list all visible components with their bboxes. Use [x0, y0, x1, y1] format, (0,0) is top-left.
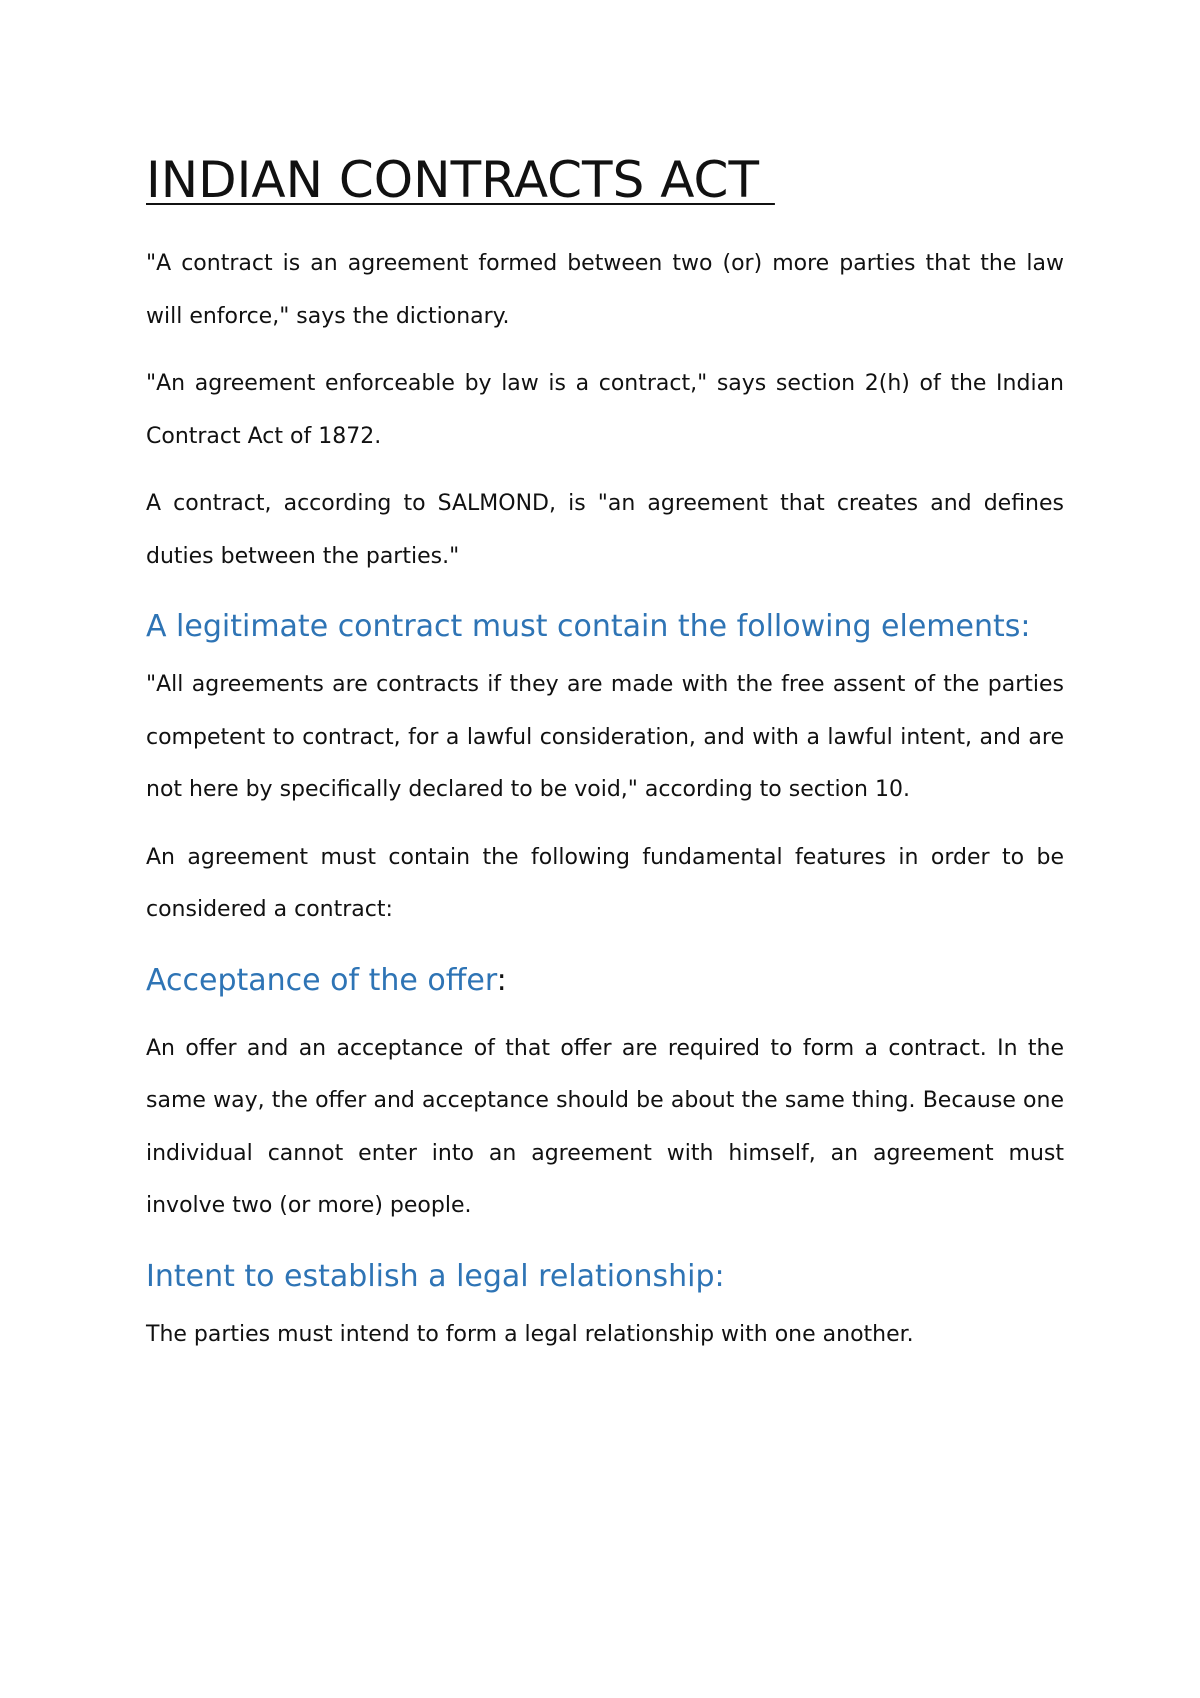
- heading-legitimate-contract-elements: A legitimate contract must contain the following elements:: [146, 609, 1031, 644]
- heading-legal-relationship: Intent to establish a legal relationship:: [146, 1258, 725, 1294]
- heading-acceptance-of-offer: [146, 952, 1064, 1009]
- paragraph-section-2h: "An agreement enforceable by law is a contract," says section 2(h) of the Indian Contract Act of 1872.: [146, 371, 1064, 449]
- paragraph-offer-acceptance: An offer and an acceptance of that offer are required to form a contract. In the same way, the offer and acceptance should be about the same thing. Because one individual cannot enter into an agreement with himself, an agreement must involve two (or more) people.: [146, 1035, 1064, 1218]
- heading-acceptance-colon: :: [496, 962, 507, 998]
- document-body: [146, 150, 1064, 1376]
- paragraph-section-10: "All agreements are contracts if they are made with the free assent of the parties competent to contract, for a lawful consideration, and with a lawful intent, and are not here by specifically declared to be void," according to section 10.: [146, 672, 1064, 802]
- document-title: INDIAN CONTRACTS ACT: [146, 151, 775, 209]
- paragraph-salmond-definition: A contract, according to SALMOND, is "an agreement that creates and defines duties between the parties.": [146, 491, 1064, 569]
- paragraph-dictionary-definition: "A contract is an agreement formed between two (or) more parties that the law will enforce," says the dictionary.: [146, 251, 1064, 329]
- paragraph-legal-relationship: The parties must intend to form a legal relationship with one another.: [146, 1321, 914, 1347]
- paragraph-fundamental-features: An agreement must contain the following fundamental features in order to be considered a contract:: [146, 844, 1064, 922]
- heading-acceptance-text: Acceptance of the offer: [146, 962, 497, 998]
